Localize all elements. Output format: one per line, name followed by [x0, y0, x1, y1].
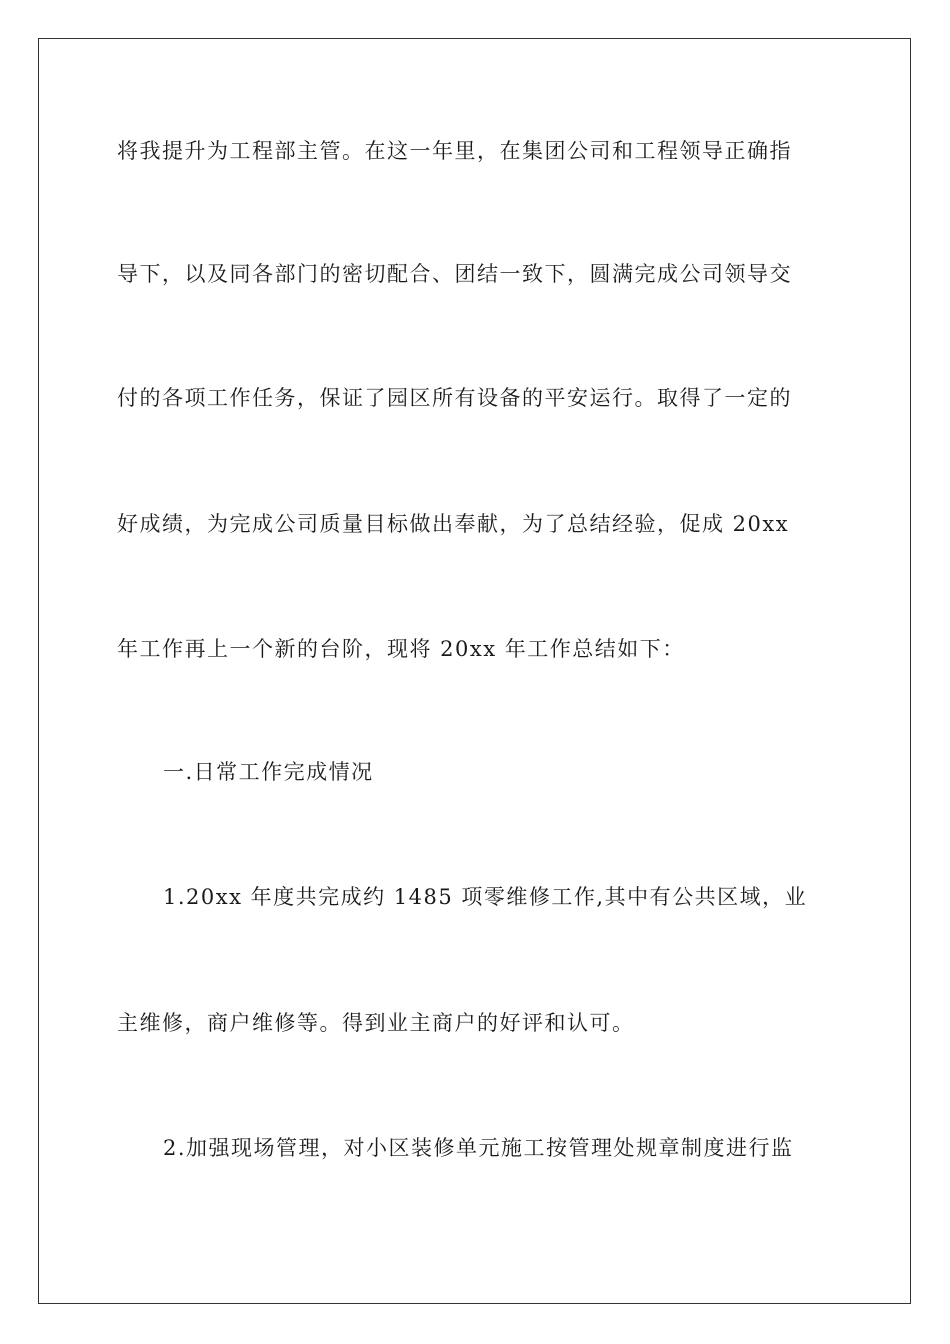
paragraph-line-1: 将我提升为工程部主管。在这一年里，在集团公司和工程领导正确指 [117, 139, 792, 163]
paragraph-line-2: 导下，以及同各部门的密切配合、团结一致下，圆满完成公司领导交 [117, 262, 792, 286]
list-item-1-line-1: 1.20xx 年度共完成约 1485 项零维修工作,其中有公共区域，业 [163, 885, 808, 909]
list-item-1-line-2: 主维修，商户维修等。得到业主商户的好评和认可。 [117, 1011, 635, 1035]
section-heading: 一.日常工作完成情况 [163, 760, 374, 784]
page-border [38, 38, 911, 1304]
paragraph-line-5: 年工作再上一个新的台阶，现将 20xx 年工作总结如下： [117, 637, 685, 661]
list-item-2-line-1: 2.加强现场管理，对小区装修单元施工按管理处规章制度进行监 [163, 1136, 794, 1160]
paragraph-line-3: 付的各项工作任务，保证了园区所有设备的平安运行。取得了一定的 [117, 386, 792, 410]
paragraph-line-4: 好成绩，为完成公司质量目标做出奉献，为了总结经验，促成 20xx [117, 512, 790, 536]
